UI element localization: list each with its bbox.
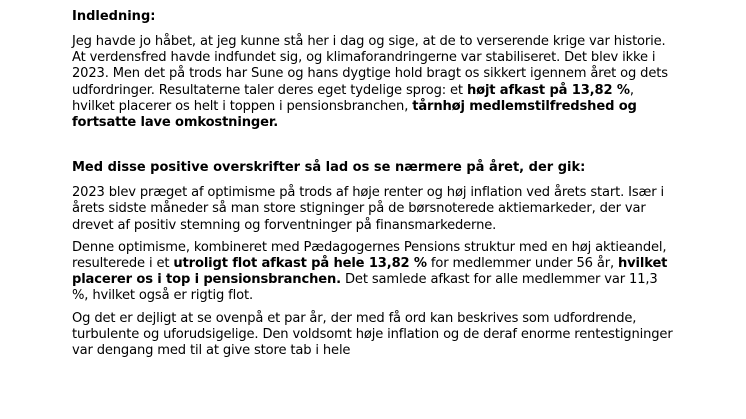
bold-run-satisfaction: tårnhøj medlemstilfredshed og fortsatte lave omkostninger. (72, 98, 637, 131)
spacer (72, 137, 676, 159)
bold-run-ranking: hvilket placerer os i top i pensionsbranchen. (72, 256, 668, 288)
section-heading-introduction: Indledning: (72, 9, 156, 24)
section-heading-year-review: Med disse positive overskrifter så lad os se nærmere på året, der gik: (72, 160, 586, 176)
text-run: Jeg havde jo håbet, at jeg kunne stå her i dag og sige, at de to verserende krige var historie. At verdensfred havde indfundet sig, og klimaforandringerne var stabiliseret. Det blev ikke i 2023. Men det på trods har Sune og hans dygtige hold bragt os sikkert igennem året og dets udfordringer. Resultaterne taler deres eget tydelige sprog: et (72, 34, 668, 98)
bold-run-return: højt afkast på 13,82 % (466, 82, 630, 98)
text-run: for medlemmer under 56 år, (426, 256, 618, 272)
bold-run-return: utroligt flot afkast på hele 13,82 % (173, 256, 427, 272)
document-page (72, 8, 676, 365)
text-run: Det samlede afkast for alle medlemmer var 11,3 %, hvilket også er rigtig flot. (72, 272, 658, 304)
paragraph-introduction (72, 34, 676, 131)
text-run: Denne optimisme, kombineret med Pædagogernes Pensions struktur med en høj aktieandel, resulterede i et (72, 239, 667, 272)
paragraph-year-2023: 2023 blev præget af optimisme på trods af høje renter og høj inflation ved årets start. Især i årets sidste måneder så man store stigninger på de børsnoterede aktiemarkeder, der var drevet af positiv stemning og forventninger på finansmarkederne. (72, 185, 664, 233)
text-run: , hvilket placerer os helt i toppen i pensionsbranchen, (72, 82, 634, 114)
paragraph-turbulent-years: Og det er dejligt at se ovenpå et par år, der med få ord kan beskrives som udfordrende, turbulente og uforudsigelige. Den voldsomt høje inflation og de deraf enorme rentestigninger var dengang med til at give store tab i hele (72, 310, 673, 359)
paragraph-optimism (72, 240, 676, 305)
